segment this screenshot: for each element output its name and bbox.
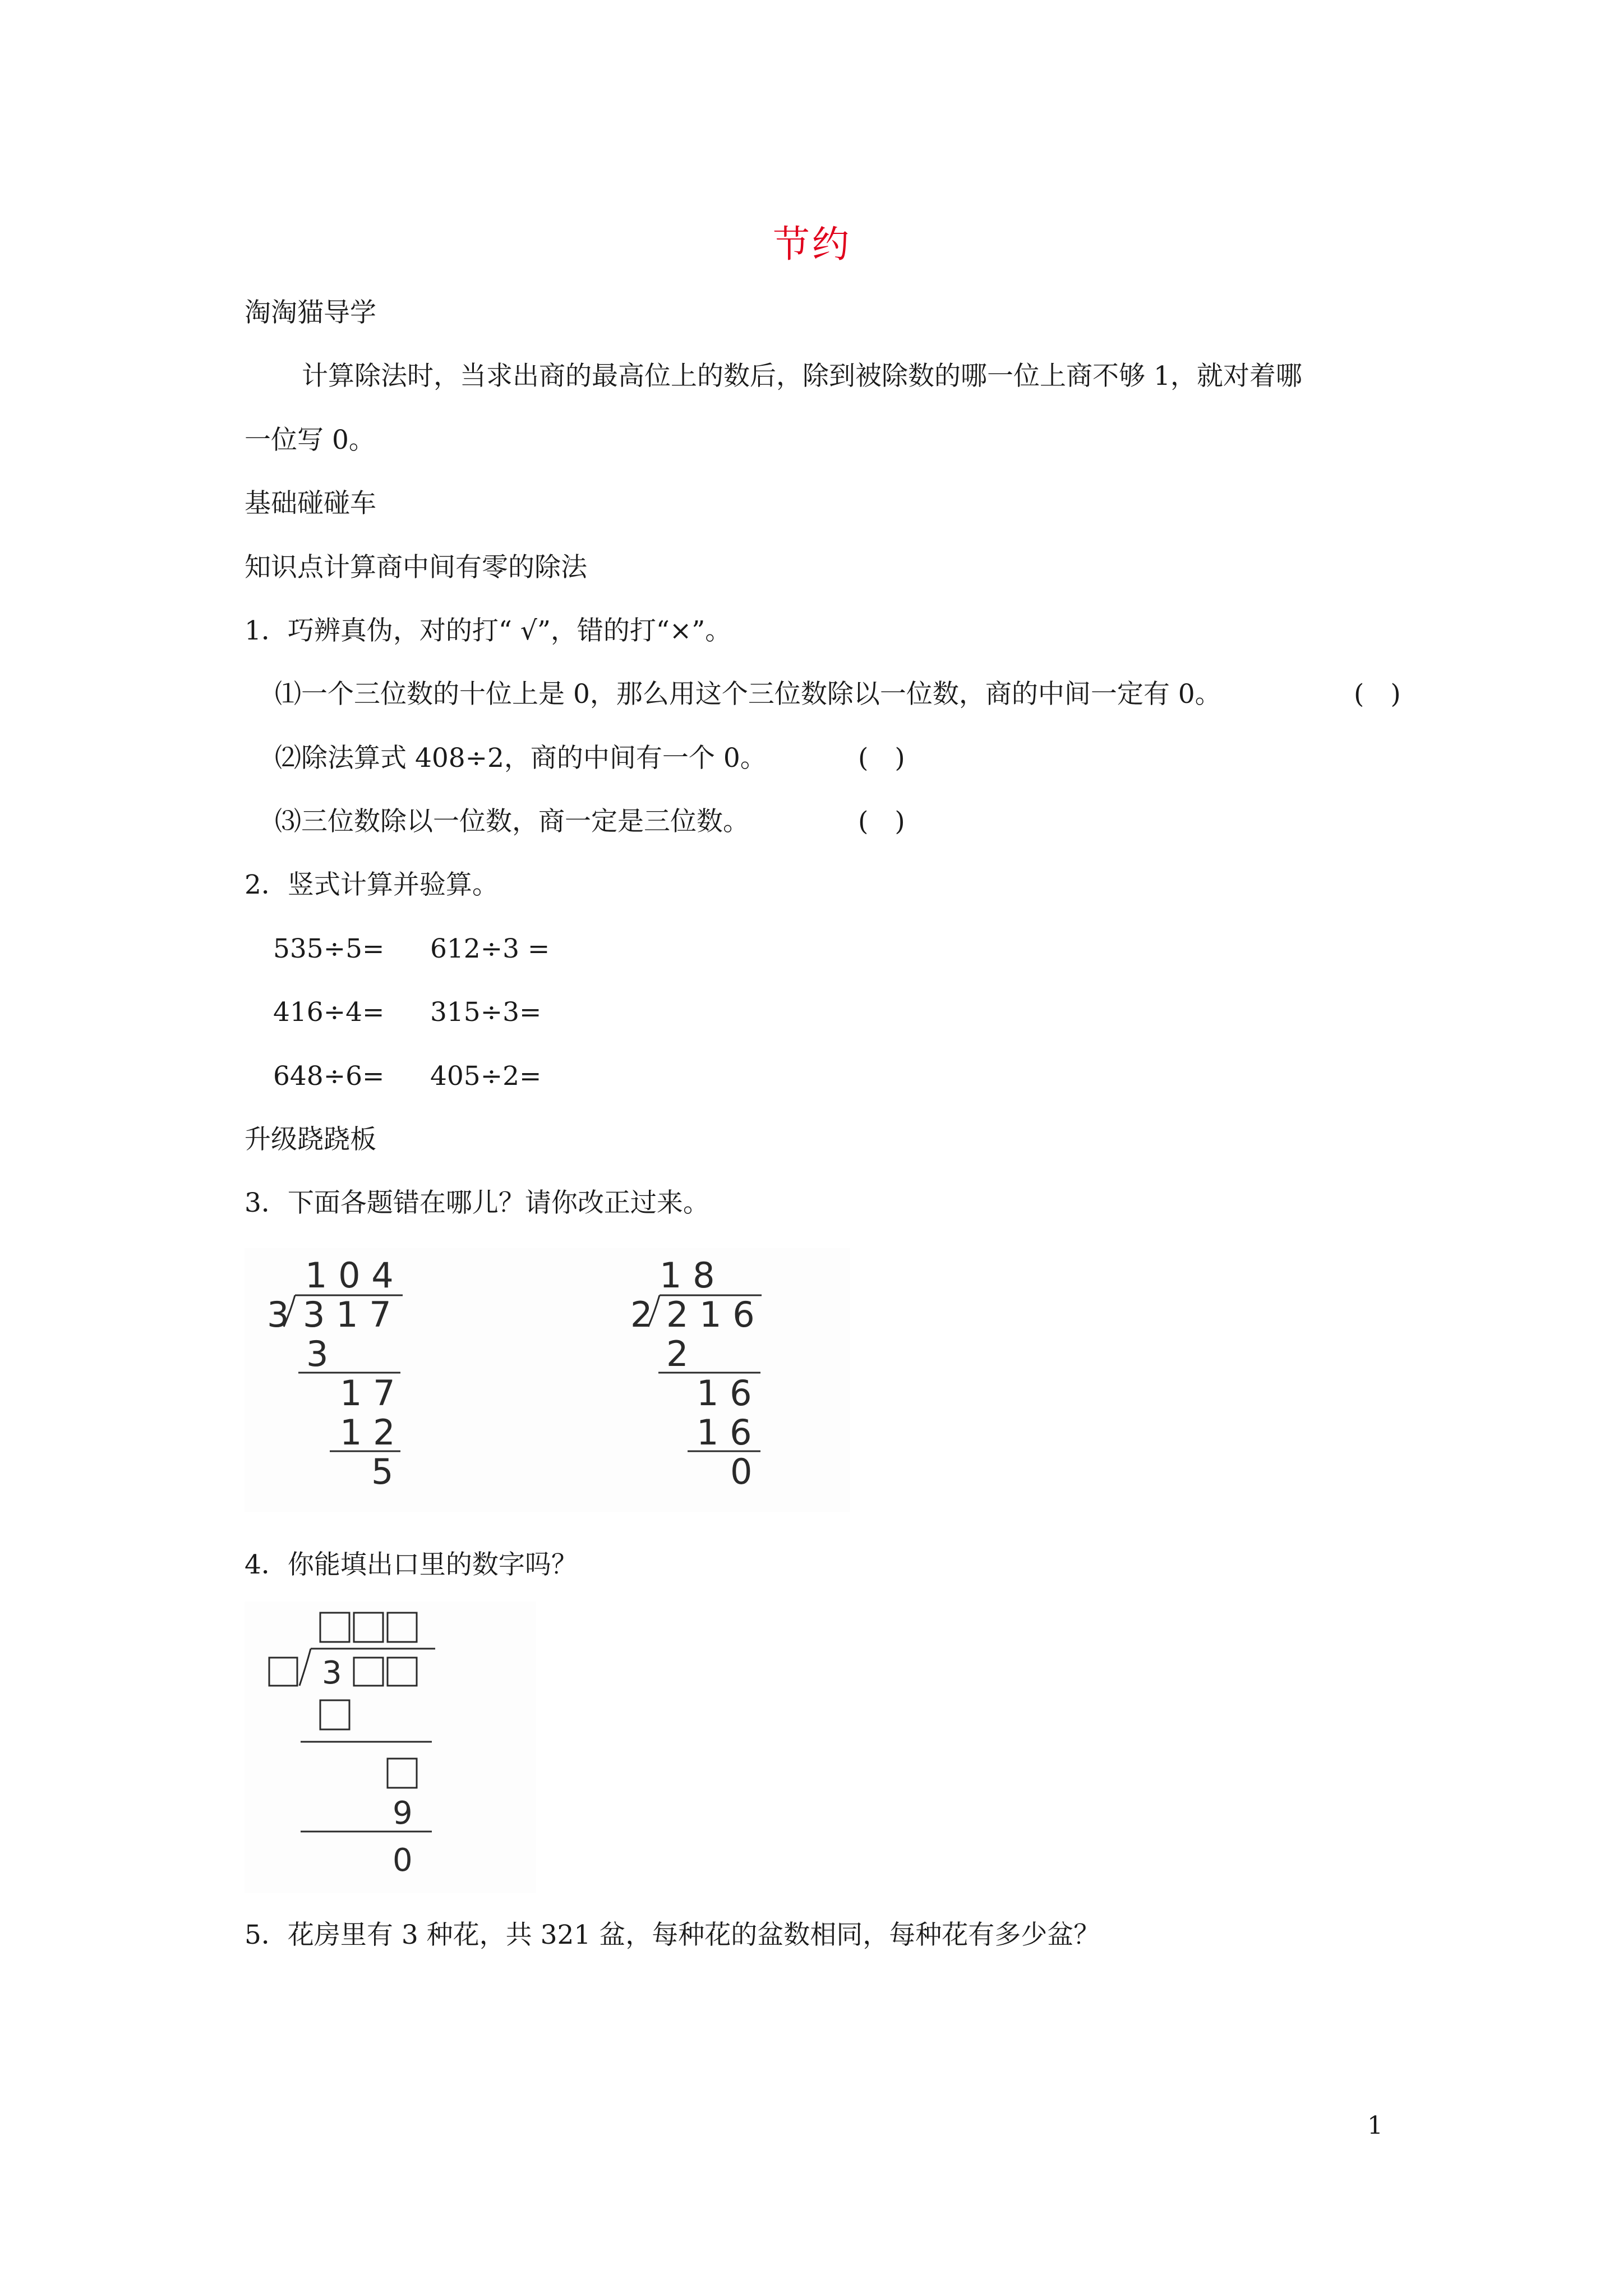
- q3-right-divisor: 2: [630, 1294, 653, 1335]
- q4-divisor-box[interactable]: [269, 1658, 297, 1686]
- guide-text-line1: 计算除法时，当求出商的最高位上的数后，除到被除数的哪一位上商不够 1，就对着哪: [302, 361, 1302, 392]
- q3-right-quotient: 1 8: [660, 1255, 715, 1296]
- q3-right-remainder: 0: [730, 1451, 753, 1492]
- q1-item-2: ⑵除法算式 408÷2，商的中间有一个 0。: [275, 743, 767, 774]
- q1-item-2-answer-blank[interactable]: ( ): [858, 743, 905, 774]
- q2-expression: 315÷3=: [430, 997, 542, 1028]
- q4-bracket-curve: [299, 1649, 311, 1686]
- q3-left-dividend: 3 1 7: [303, 1294, 391, 1335]
- q4-dividend-digit: 3: [322, 1655, 342, 1691]
- q1-item-3: ⑶三位数除以一位数，商一定是三位数。: [275, 806, 749, 837]
- q5-stem: 5．花房里有 3 种花，共 321 盆，每种花的盆数相同，每种花有多少盆？: [245, 1920, 1100, 1950]
- q1-stem: 1．巧辨真伪，对的打“ √”，错的打“×”。: [245, 615, 732, 646]
- q3-left-step: 1 7: [340, 1373, 395, 1414]
- q4-quotient-box[interactable]: [320, 1613, 349, 1642]
- q3-right-step: 1 6: [697, 1412, 752, 1453]
- q4-division-figure: [245, 1602, 536, 1893]
- q4-remainder: 0: [393, 1842, 413, 1879]
- q3-stem: 3．下面各题错在哪儿？请你改正过来。: [245, 1188, 709, 1218]
- q4-quotient-box[interactable]: [354, 1613, 383, 1642]
- basics-heading: 基础碰碰车: [245, 488, 376, 519]
- q3-division-svg: [245, 1248, 850, 1512]
- q3-division-figure: [245, 1248, 850, 1512]
- q3-right-step: 2: [666, 1333, 689, 1374]
- q1-item-1-answer-blank[interactable]: ( ): [1354, 679, 1401, 710]
- upgrade-heading: 升级跷跷板: [245, 1124, 376, 1155]
- q3-left-step: 1 2: [340, 1412, 395, 1453]
- q2-expression: 416÷4=: [273, 997, 385, 1028]
- q2-expression: 648÷6=: [273, 1061, 385, 1092]
- q3-left-step: 3: [306, 1333, 329, 1374]
- q4-step-box[interactable]: [320, 1700, 349, 1729]
- q3-right-dividend: 2 1 6: [666, 1294, 755, 1335]
- guide-heading: 淘淘猫导学: [245, 297, 376, 328]
- guide-text-line2: 一位写 0。: [245, 425, 375, 455]
- q4-quotient-box[interactable]: [388, 1613, 417, 1642]
- q1-item-3-answer-blank[interactable]: ( ): [858, 806, 905, 837]
- knowledge-point: 知识点计算商中间有零的除法: [245, 552, 587, 583]
- q3-left-quotient: 1 0 4: [305, 1255, 394, 1296]
- q4-dividend-box[interactable]: [388, 1658, 417, 1686]
- q3-right-step: 1 6: [697, 1373, 752, 1414]
- q4-stem: 4．你能填出口里的数字吗？: [245, 1549, 578, 1580]
- q4-step-digit: 9: [393, 1795, 413, 1832]
- q2-expression: 535÷5=: [273, 933, 385, 964]
- q4-dividend-box[interactable]: [354, 1658, 383, 1686]
- q2-stem: 2．竖式计算并验算。: [245, 869, 499, 900]
- q4-step-box[interactable]: [388, 1759, 417, 1788]
- q4-division-svg: [245, 1602, 536, 1893]
- q3-left-remainder: 5: [371, 1451, 394, 1492]
- q2-expression: 405÷2=: [430, 1061, 542, 1092]
- q1-item-1: ⑴一个三位数的十位上是 0，那么用这个三位数除以一位数，商的中间一定有 0。: [275, 679, 1221, 710]
- page-title: 节约: [773, 223, 851, 266]
- page-number: 1: [1367, 2111, 1383, 2140]
- q3-left-divisor: 3: [267, 1294, 289, 1335]
- q2-expression: 612÷3 =: [430, 933, 550, 964]
